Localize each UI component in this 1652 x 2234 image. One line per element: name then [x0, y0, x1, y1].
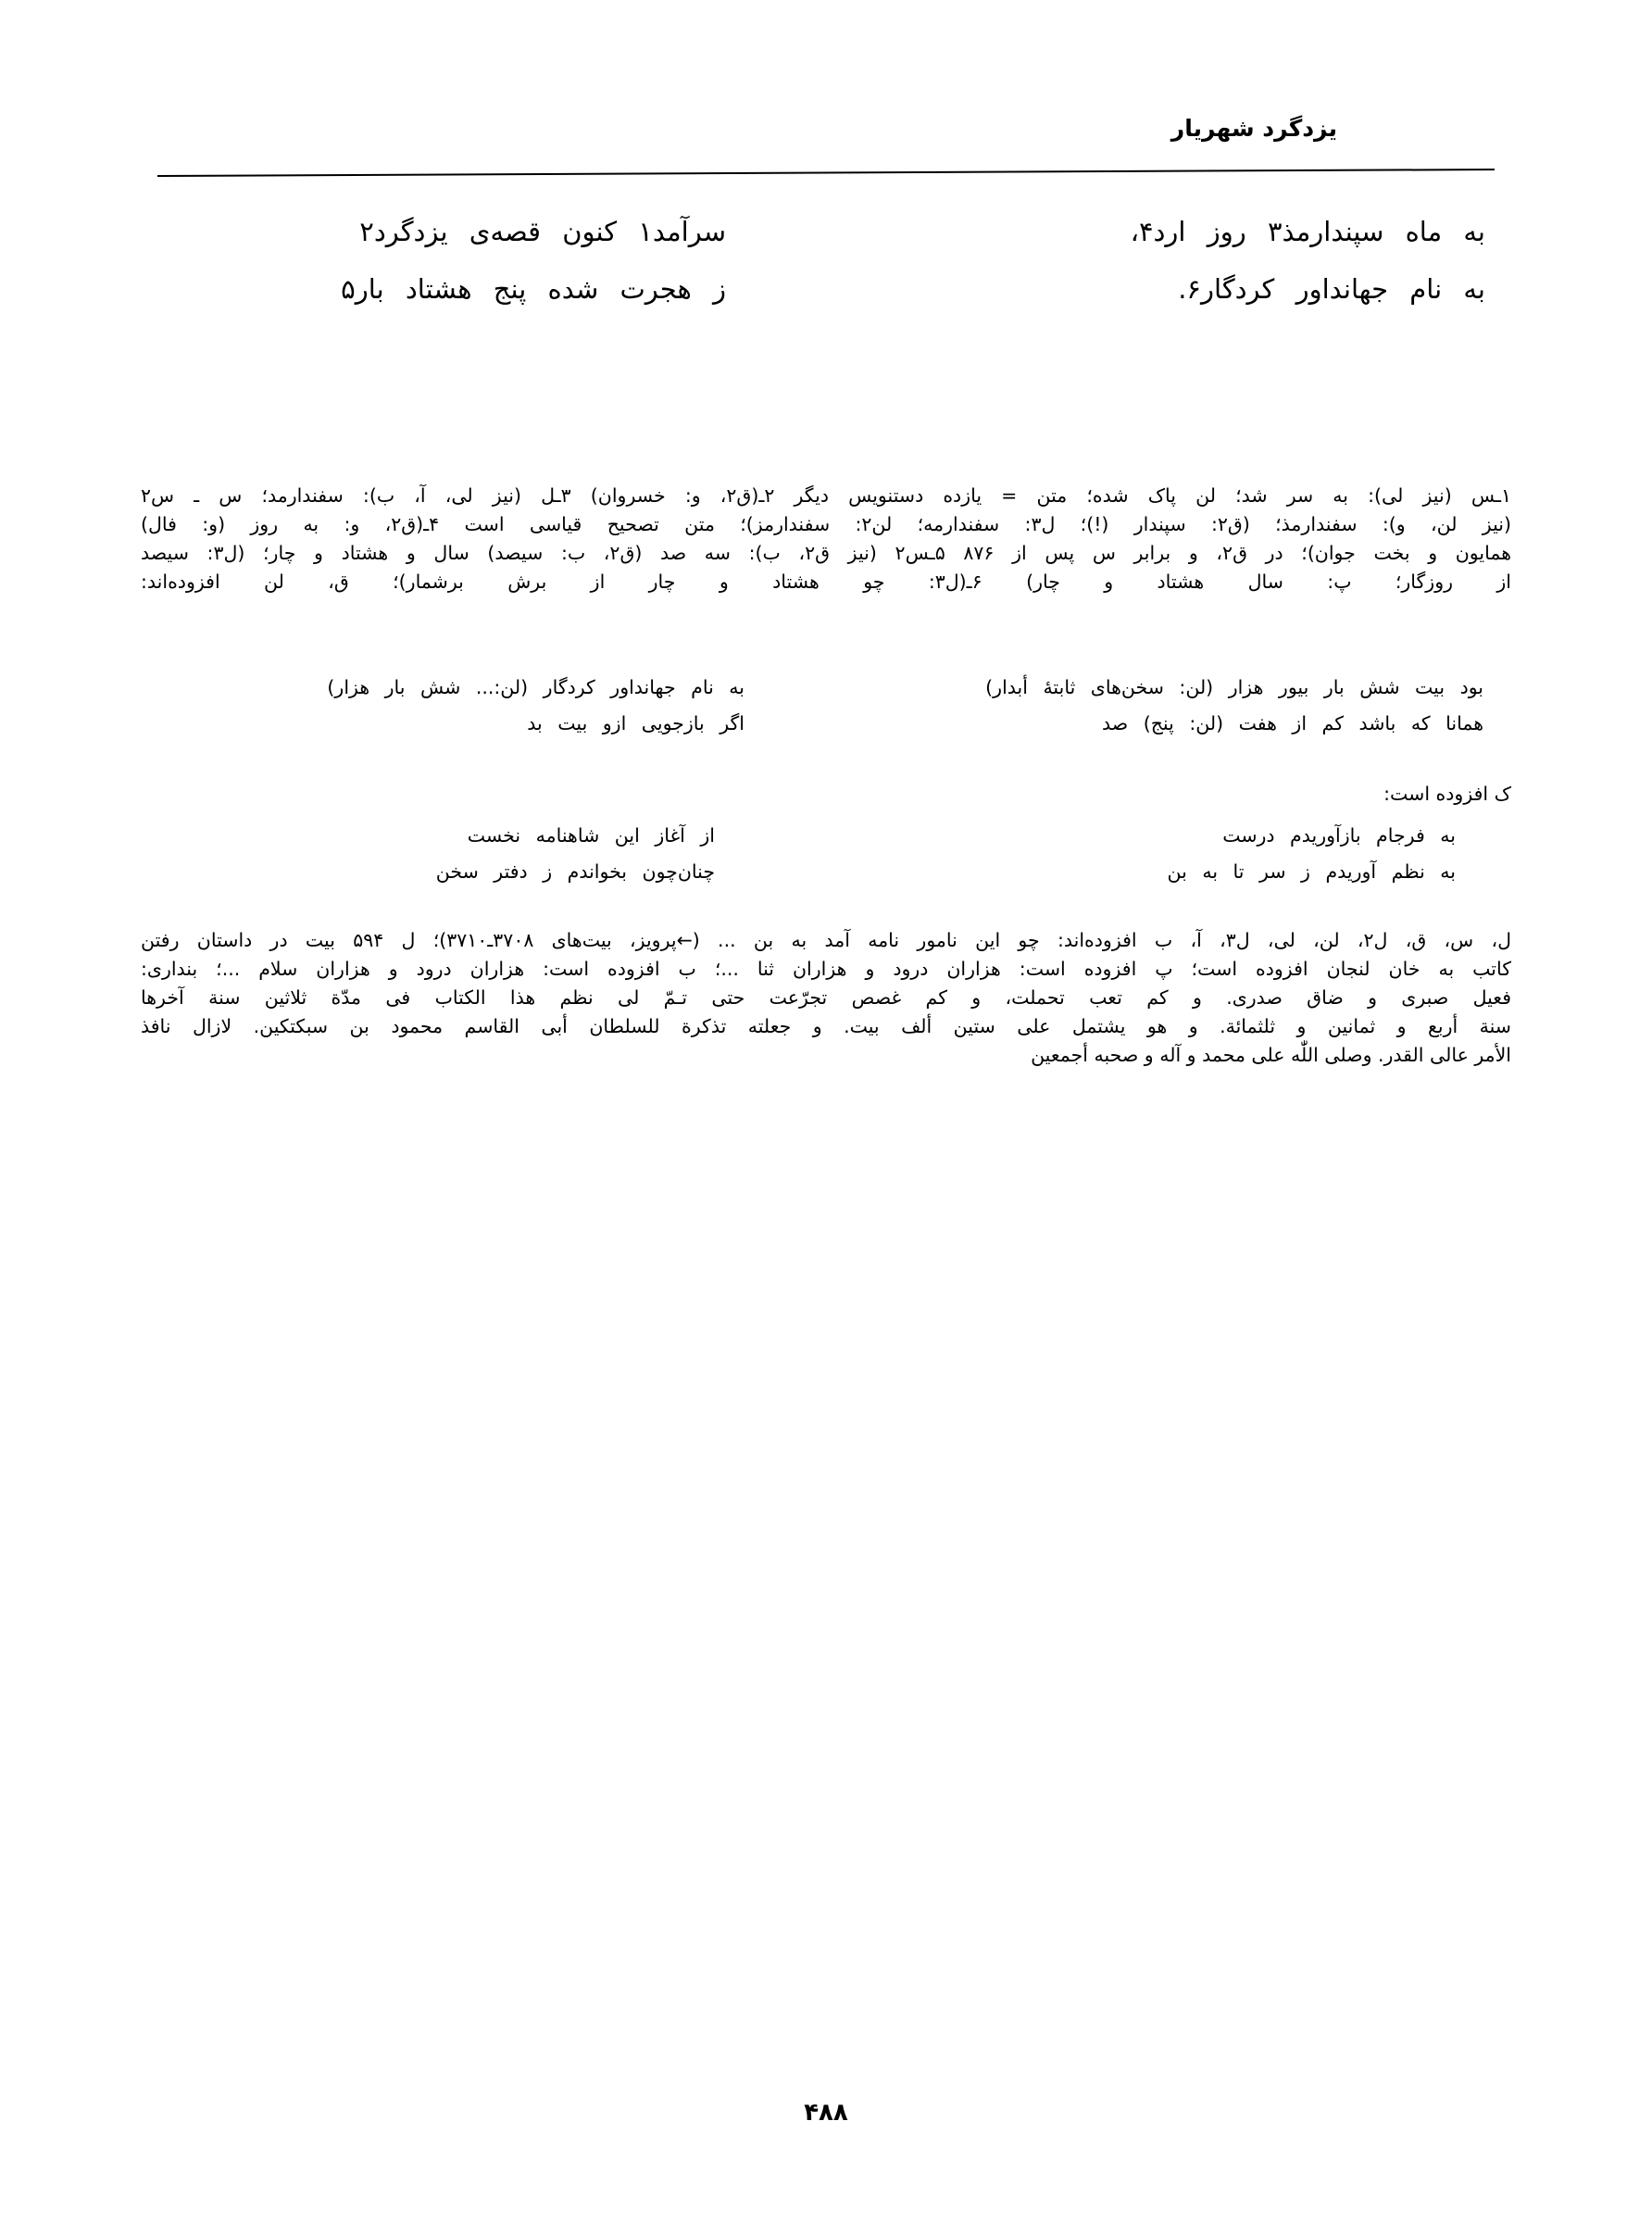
- inset-verse-row: [141, 676, 1511, 712]
- inset-hemistich-first: [141, 860, 826, 883]
- inset-hemistich-second: [826, 712, 1511, 734]
- inset-hemistich-text: اگر بازجویی ازو بیت بد: [527, 712, 745, 734]
- inset-hemistich-text: چنان‌چون بخواندم ز دفتر سخن: [435, 860, 715, 883]
- inset-verse-row: [141, 860, 1511, 897]
- verse-row: [157, 272, 1495, 330]
- inset-hemistich-first: [141, 676, 826, 698]
- hemistich-first: [157, 272, 826, 307]
- folio-page-number: ۴۸۸: [804, 2099, 848, 2127]
- header-divider: [157, 169, 1495, 177]
- colophon-line: الأمر عالی القدر. وصلی اللّٰه علی محمد و آله و صحبه أجمعین: [1031, 1044, 1511, 1066]
- inset-hemistich-text: از آغاز این شاهنامه نخست: [467, 824, 715, 847]
- inset-hemistich-second: [826, 860, 1511, 883]
- colophon-line: سنة أربع و ثمانین و ثلثمائة. و هو یشتمل علی ستین ألف بیت. و جعلته تذکرة للسلطان أبی القاسم محمود بن سبکتکین. لازال نافذ: [141, 1015, 1511, 1037]
- inset-verse-block-1: [141, 676, 1511, 748]
- apparatus-line: همایون و بخت جوان)؛ در ق۲، و برابر س پس از ۸۷۶ ۵ـس۲ (نیز ق۲، ب): سه صد (ق۲، ب: سیصد) سال و هشتاد و چار؛ (ل۳: سیصد: [141, 542, 1512, 564]
- apparatus-inline-label: [141, 783, 1511, 805]
- verse-block: [157, 215, 1495, 330]
- hemistich-text: سرآمد۱ کنون قصه‌ی یزدگرد۲: [359, 216, 726, 247]
- apparatus-label-text: ک افزوده است:: [1383, 783, 1511, 805]
- inset-verse-row: [141, 712, 1511, 748]
- inset-hemistich-text: به نظم آوریدم ز سر تا به بن: [1167, 860, 1456, 883]
- verse-row: [157, 215, 1495, 272]
- inset-hemistich-first: [141, 712, 826, 734]
- colophon-line: فعیل صبری و ضاق صدری. و کم تعب تحملت، و کم غصص تجرّعت حتی تـمّ لی نظم هذا الکتاب فی مدّة ثلاثین سنة آخرها: [141, 986, 1511, 1009]
- apparatus-line: (نیز لن، و): سفندارمذ؛ (ق۲: سپندار (!)؛ ل۳: سفندارمه؛ لن۲: سفندارمز)؛ متن تصحیح قیاسی است ۴ـ(ق۲، و: به روز (و: فال): [141, 513, 1511, 535]
- inset-verse-row: [141, 824, 1511, 860]
- hemistich-text: ز هجرت شده پنج هشتاد بار۵: [341, 273, 726, 305]
- inset-hemistich-second: [826, 676, 1511, 698]
- hemistich-second: [826, 272, 1495, 307]
- inset-hemistich-text: به نام جهانداور کردگار (لن:... شش بار هزار): [327, 676, 745, 698]
- hemistich-text: به نام جهانداور کردگار۶.: [1178, 273, 1485, 305]
- inset-verse-block-2: [141, 824, 1511, 897]
- inset-hemistich-text: بود بیت شش بار بیور هزار (لن: سخن‌های ثابتۀ أبدار): [985, 676, 1483, 698]
- inset-hemistich-text: به فرجام بازآوریدم درست: [1222, 824, 1456, 847]
- critical-apparatus: [141, 482, 1511, 596]
- inset-hemistich-second: [826, 824, 1511, 847]
- page-title: یزدگرد شهریار: [1170, 115, 1337, 142]
- apparatus-line: ۱ـس (نیز لی): به سر شد؛ لن پاک شده؛ متن = یازده دستنویس دیگر ۲ـ(ق۲، و: خسروان) ۳ـل (نیز لی، آ، ب): سفندارمد؛ س ـ س۲: [141, 484, 1511, 507]
- inset-hemistich-first: [141, 824, 826, 847]
- running-header: [157, 117, 1495, 182]
- hemistich-first: [157, 215, 826, 249]
- apparatus-line: کاتب به خان لنجان افزوده است؛ پ افزوده است: هزاران درود و هزاران ثنا ...؛ ب افزوده است: هزاران درود و هزاران سلام ...؛ بنداری:: [141, 958, 1511, 980]
- apparatus-line: از روزگار؛ پ: سال هشتاد و چار) ۶ـ(ل۳: چو هشتاد و چار از برش برشمار)؛ ق، لن افزوده‌اند:: [141, 571, 1511, 593]
- apparatus-line: ل، س، ق، ل۲، لن، لی، ل۳، آ، ب افزوده‌اند: چو این نامور نامه آمد به بن ... (←پرویز، بیت‌های ۳۷۰۸ـ۳۷۱۰)؛ ل ۵۹۴ بیت در داستان رفتن: [141, 929, 1511, 951]
- inset-hemistich-text: همانا که باشد کم از هفت (لن: پنج) صد: [1102, 712, 1483, 734]
- hemistich-second: [826, 215, 1495, 249]
- hemistich-text: به ماه سپندارمذ۳ روز ارد۴،: [1130, 216, 1485, 247]
- apparatus-tail: [141, 926, 1511, 1071]
